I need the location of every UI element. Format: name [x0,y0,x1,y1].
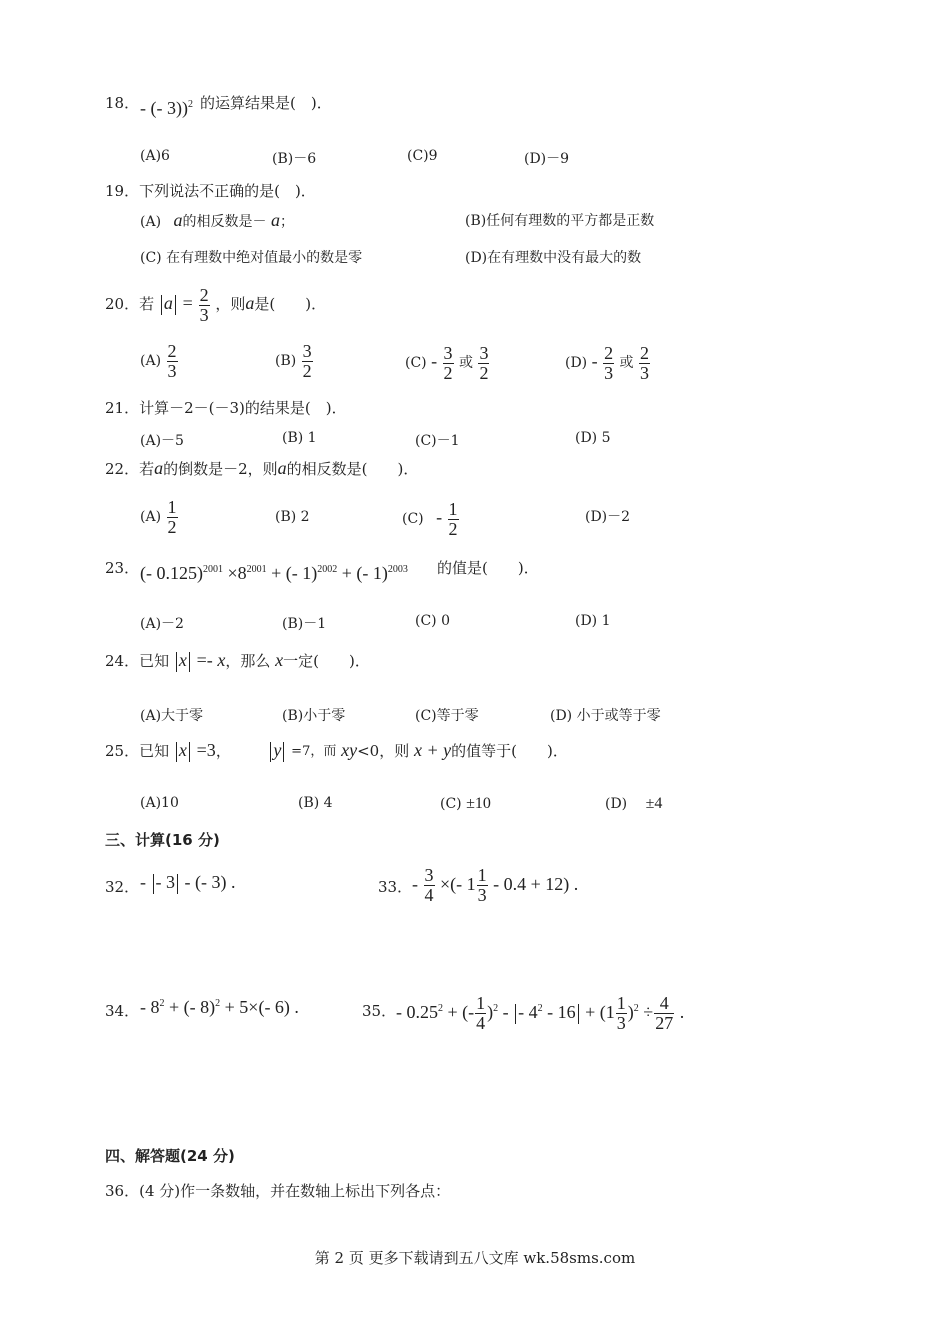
page-footer: 第 2 页 更多下载请到五八文库 wk.58sms.com [314,1249,636,1267]
q24-question: 24．已知 x =- x，那么 x一定( )． [105,650,370,670]
q23-option-b: (B)－1 [282,616,327,632]
q24-option-d: (D) 小于或等于零 [550,708,661,724]
p34-expression: - $8^2$ + (- 8)$^2$ + 5×(- 6) . [140,997,299,1017]
p33-number: 33． [378,878,413,896]
q23-number: 23． [105,559,140,577]
q18-option-b: (B)－6 [272,151,317,167]
q25-option-a: (A)10 [140,795,179,811]
p34-number: 34． [105,1002,140,1020]
q19-option-b: (B)任何有理数的平方都是正数 [465,213,655,229]
q23-option-d: (D) 1 [575,613,611,629]
q22-question: 22．若a的倒数是－2，则a的相反数是( )． [105,458,419,478]
p32-number: 32． [105,878,140,896]
q24-option-c: (C)等于零 [415,708,479,724]
q25-option-d: (D) ±4 [605,795,663,812]
q23-text: 的值是( )． [437,559,539,577]
q22-option-d: (D)－2 [585,509,631,525]
q23-option-a: (A)－2 [140,616,184,632]
p35-expression: - 0.25$^2$ + (- $\frac{1}{4}$ )$^2$ - - $4^2 - 16 + (1$ $\frac{1}{3}$ )$^2$ ÷ $\frac{4}{27}$ . [396,993,685,1034]
q21-option-b: (B) 1 [282,430,317,446]
q21-option-a: (A)－5 [140,433,184,449]
q18-text: 的运算结果是( )． [200,94,332,112]
q36-question: 36．(4 分)作一条数轴，并在数轴上标出下列各点： [105,1182,451,1200]
q25-question: 25．已知 x =3， y =7，而 xy<0，则 x + y的值等于( )． [105,740,568,760]
q21-question: 21．计算－2－(－3)的结果是( )． [105,399,347,417]
q23-expression: (- $0.125)^{2001} \times 8^{2001}$ + (- 1)$^{2002}$ + (- 1)$^{2003}$ [140,563,408,583]
q25-option-b: (B) 4 [298,795,333,811]
q23-option-c: (C) 0 [415,613,450,629]
q24-option-b: (B)小于零 [282,708,346,724]
q20-option-a: (A) $\frac{2}{3}$ [140,340,177,381]
section-4-heading: 四、解答题(24 分) [105,1147,235,1165]
q20-option-c: (C) - $\frac{3}{2}$ 或 $\frac{3}{2}$ [405,342,489,383]
q21-option-d: (D) 5 [575,430,611,446]
q18-option-d: (D)－9 [524,151,570,167]
q19-question: 19．下列说法不正确的是( )． [105,182,316,200]
p35-number: 35． [362,1002,397,1020]
q18-number: 18． [105,94,140,112]
p33-expression: - $\frac{3}{4}$ ×(- 1 $\frac{1}{3}$ - 0.4 + 12) . [412,865,579,906]
q20-option-d: (D) - $\frac{2}{3}$ 或 $\frac{2}{3}$ [565,342,649,383]
q25-option-c: (C) ±10 [440,795,491,812]
q18-expression: - (- 3))$^2$ [140,98,193,118]
section-3-heading: 三、计算(16 分) [105,831,220,849]
q18-option-a: (A)6 [140,148,170,164]
q22-option-c: (C) - $\frac{1}{2}$ [402,498,458,539]
p32-expression: - - 3 - (- 3) . [140,872,236,892]
q20-question: 20．若 a = $\frac{2}{3}$ ，则a是( )． [105,284,327,325]
q19-option-c: (C) 在有理数中绝对值最小的数是零 [140,250,363,266]
q22-option-a: (A) $\frac{1}{2}$ [140,496,177,537]
q24-option-a: (A)大于零 [140,708,204,724]
q22-option-b: (B) 2 [275,509,310,525]
q18-option-c: (C)9 [407,148,438,164]
q21-option-c: (C)－1 [415,433,460,449]
q19-option-d: (D)在有理数中没有最大的数 [465,250,642,266]
q19-option-a: (A) a的相反数是－ a； [140,210,294,230]
q20-option-b: (B) $\frac{3}{2}$ [275,340,312,381]
